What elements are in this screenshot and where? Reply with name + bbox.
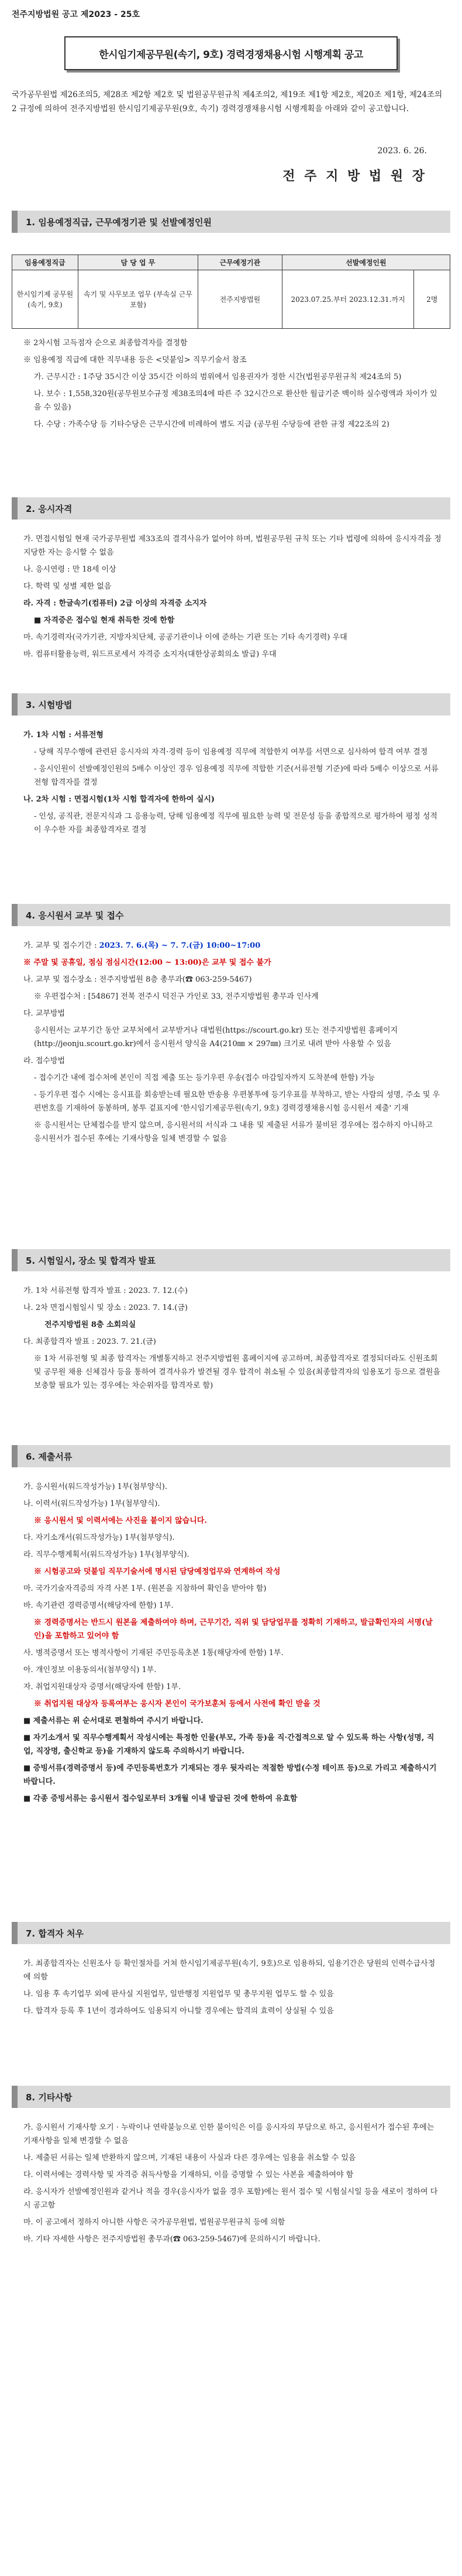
list-item: 전주지방법원 8층 소회의실 [44, 1320, 136, 1329]
section-body-3 [23, 728, 442, 840]
list-item: 라. 직무수행계획서(워드작성가능) 1부(첨부양식). [23, 1550, 189, 1559]
section-body-8 [23, 2121, 442, 2250]
note-line: ※ 임용예정 직급에 대한 직무내용 등은 <덧붙임> 직무기술서 참조 [23, 356, 247, 364]
list-item: 나. 2차 면접시험일시 및 장소 : 2023. 7. 14.(금) [23, 1304, 188, 1312]
section-title: 1. 임용예정직급, 근무예정기관 및 선발예정인원 [26, 216, 212, 228]
list-item: 다. 합격자 등록 후 1년이 경과하여도 임용되지 아니할 경우에는 합격의 효력이 상실될 수 있음 [23, 2007, 334, 2016]
list-item: 바. 기타 자세한 사항은 전주지방법원 총무과(☎ 063-259-5467)에 문의하시기 바랍니다. [23, 2235, 320, 2244]
section-header-schedule [12, 1249, 450, 1271]
list-item: - 응시인원이 선발예정인원의 5배수 이상인 경우 임용예정 직무에 적합한 기준(서류전형 기준)에 따라 5배수 이상으로 서류전형 합격자를 결정 [34, 765, 439, 787]
th-duty: 담 당 업 무 [78, 255, 198, 270]
section-body-1 [23, 336, 442, 435]
section-header-positions [12, 211, 450, 233]
list-item: ※ 응시원서는 단체접수를 받지 않으며, 응시원서의 서식과 그 내용 및 제출된 서류가 불비된 경우에는 접수하지 아니하고 응시원서가 접수된 후에는 기재사항을 일체 변경할 수 없음 [34, 1121, 433, 1143]
list-item: 가. 1차 시험 : 서류전형 [23, 731, 104, 740]
list-item: 라. 자격 : 한글속기(컴퓨터) 2급 이상의 자격증 소지자 [23, 599, 207, 608]
signer: 전 주 지 방 법 원 장 [282, 168, 427, 184]
list-item: 가. 근무시간 : 1주당 35시간 이상 35시간 이하의 범위에서 임용권자가 정한 시간(법원공무원규칙 제24조의 5) [34, 373, 402, 381]
list-item: 라. 응시자가 선발예정인원과 같거나 적을 경우(응시자가 없을 경우 포함)에는 원서 접수 및 시험실시일 등을 새로이 정하여 다시 공고함 [23, 2188, 438, 2210]
notice-date: 2023. 6. 26. [377, 146, 427, 156]
list-item: ※ 우편접수처 : [54867] 전북 전주시 덕진구 가인로 33, 전주지방법원 총무과 인사계 [34, 992, 319, 1001]
list-item: ※ 취업지원 대상자 등록여부는 응시자 본인이 국가보훈처 등에서 사전에 확인 받을 것 [34, 1700, 320, 1708]
section-body-6 [23, 1480, 442, 1809]
list-item: 다. 교부방법 [23, 1009, 65, 1018]
list-item: ※ 경력증명서는 반드시 원본을 제출하여야 하며, 근무기간, 직위 및 담당업무를 정확히 기재하고, 발급확인자의 서명(날인)을 포함하고 있어야 함 [34, 1618, 433, 1640]
list-item: 다. 최종합격자 발표 : 2023. 7. 21.(금) [23, 1337, 156, 1346]
cell-duty: 속기 및 사무보조 업무 (부속실 근무 포함) [78, 270, 198, 329]
section-title: 2. 응시자격 [26, 503, 73, 514]
section-title: 3. 시험방법 [26, 699, 73, 710]
section-marker [12, 693, 18, 716]
list-item: 나. 2차 시험 : 면접시험(1차 시험 합격자에 한하여 실시) [23, 795, 215, 804]
cell-grade: 한시임기제 공무원 (속기, 9호) [12, 270, 78, 329]
section-title: 5. 시험일시, 장소 및 합격자 발표 [26, 1255, 156, 1266]
list-item: 다. 학력 및 성별 제한 없음 [23, 582, 112, 591]
section-marker [12, 2086, 18, 2108]
section-header-other [12, 2086, 450, 2108]
section-marker [12, 1249, 18, 1271]
list-item: ※ 시험공고와 덧붙임 직무기술서에 명시된 담당예정업무와 연계하여 작성 [34, 1567, 281, 1576]
cell-period: 2023.07.25.부터 2023.12.31.까지 [282, 270, 414, 329]
list-item: 나. 제출된 서류는 일체 반환하지 않으며, 기재된 내용이 사실과 다른 경우에는 임용을 취소할 수 있음 [23, 2154, 356, 2162]
table-row [12, 270, 450, 329]
list-item: - 당해 직무수행에 관련된 응시자의 자격·경력 등이 임용예정 직무에 적합한지 여부를 서면으로 심사하여 합격 여부 결정 [34, 748, 428, 756]
list-item: 바. 컴퓨터활용능력, 워드프로세서 자격증 소지자(대한상공회의소 발급) 우대 [23, 650, 277, 659]
list-item: ■ 자기소개서 및 직무수행계획서 작성시에는 특정한 인물(부모, 가족 등)을 직·간접적으로 알 수 있도록 하는 사항(성명, 직업, 직장명, 출신학교 등)을 기재하지 않도록 주의하시기 바랍니다. [23, 1734, 435, 1756]
list-item: 나. 응시연령 : 만 18세 이상 [23, 565, 116, 574]
list-item: ■ 제출서류는 위 순서대로 편철하여 주시기 바랍니다. [23, 1717, 204, 1725]
positions-table [12, 254, 450, 329]
list-item: 자. 취업지원대상자 증명서(해당자에 한함) 1부. [23, 1683, 181, 1691]
holiday-note: ※ 주말 및 공휴일, 점심 점심시간(12:00 ~ 13:00)은 교부 및 접수 불가 [23, 958, 271, 967]
list-item: 가. 응시원서 기재사항 오기 · 누락이나 연락불능으로 인한 불이익은 이를 응시자의 부담으로 하고, 응시원서가 접수된 후에는 기재사항을 일체 변경할 수 없음 [23, 2123, 435, 2145]
section-header-documents [12, 1445, 450, 1467]
section-header-eligibility [12, 497, 450, 520]
section-body-2 [23, 532, 442, 665]
list-item: 나. 교부 및 접수장소 : 전주지방법원 8층 총무과(☎ 063-259-5467) [23, 975, 252, 984]
cell-count: 2명 [414, 270, 450, 329]
period-value: 2023. 7. 6.(목) ~ 7. 7.(금) 10:00~17:00 [99, 941, 261, 950]
list-item: 가. 1차 서류전형 합격자 발표 : 2023. 7. 12.(수) [23, 1287, 188, 1295]
list-item: 다. 이력서에는 경력사항 및 자격증 취득사항을 기재하되, 이를 증명할 수 있는 사본을 제출하여야 함 [23, 2171, 354, 2179]
section-body-5 [23, 1284, 442, 1396]
notice-number: 전주지방법원 공고 제2023 - 25호 [12, 10, 140, 19]
note-line: ※ 2차시험 고득점자 순으로 최종합격자를 결정함 [23, 339, 188, 348]
section-header-treatment [12, 1922, 450, 1944]
list-item: 나. 보수 : 1,558,320원(공무원보수규정 제38조의4에 따른 주 32시간으로 환산한 월급기준 백이하 실수령액과 차이가 있을 수 있음) [34, 390, 437, 412]
list-item: 다. 수당 : 가족수당 등 기타수당은 근무시간에 비례하여 별도 지급 (공무원 수당등에 관한 규정 제22조의 2) [34, 420, 389, 429]
list-item: - 등기우편 접수 시에는 응시표를 회송받는데 필요한 반송용 우편봉투에 등기우표를 부착하고, 받는 사람의 성명, 주소 및 우편번호를 기재하여 동봉하며, 봉투 겉표지에 '한시임기제공무원(속기, 9호) 경력경쟁채용시험 응시원서 제출' 기재 [34, 1091, 440, 1113]
list-item: 가. 면접시험일 현재 국가공무원법 제33조의 결격사유가 없어야 하며, 법원공무원 규칙 또는 기타 법령에 의하여 응시자격을 정지당한 자는 응시할 수 없음 [23, 535, 442, 557]
list-item: ■ 각종 증빙서류는 응시원서 접수일로부터 3개월 이내 발급된 것에 한하여 유효함 [23, 1794, 298, 1803]
list-item: ■ 자격증은 접수일 현재 취득한 것에 한함 [34, 616, 175, 625]
list-item [23, 939, 442, 952]
list-item: - 인성, 공직관, 전문지식과 그 응용능력, 당해 임용예정 직무에 필요한 능력 및 전문성 등을 종합적으로 평가하여 평정 성적이 우수한 자를 최종합격자로 결정 [34, 812, 437, 834]
section-title: 8. 기타사항 [26, 2092, 73, 2103]
section-marker [12, 1445, 18, 1467]
th-grade: 임용예정직급 [12, 255, 78, 270]
list-item: 가. 응시원서(워드작성가능) 1부(첨부양식). [23, 1483, 168, 1491]
list-item: ※ 1차 서류전형 및 최종 합격자는 개별통지하고 전주지방법원 홈페이지에 공고하며, 최종합격자로 결정되더라도 신원조회 및 공무원 채용 신체검사 등을 통하여 결격사유가 발견될 경우 합격이 취소될 수 있음(최종합격자의 임용포기 등으로 결원을 보충할 필요가 있는 경우에는 차순위자를 합격자로 함) [34, 1354, 440, 1390]
section-body-7 [23, 1957, 442, 2021]
section-marker [12, 211, 18, 233]
list-item: 사. 병적증명서 또는 병적사항이 기재된 주민등록초본 1통(해당자에 한함) 1부. [23, 1649, 284, 1657]
list-item: 라. 접수방법 [23, 1057, 65, 1065]
th-org: 근무예정기관 [198, 255, 282, 270]
section-marker [12, 904, 18, 926]
section-title: 4. 응시원서 교부 및 접수 [26, 910, 124, 921]
section-marker [12, 1922, 18, 1944]
list-item: ■ 증빙서류(경력증명서 등)에 주민등록번호가 기재되는 경우 뒷자리는 적절한 방법(수정 테이프 등)으로 가리고 제출하시기 바랍니다. [23, 1764, 437, 1786]
cell-org: 전주지방법원 [198, 270, 282, 329]
list-item: 마. 이 공고에서 정하지 아니한 사항은 국가공무원법, 법원공무원규칙 등에 의함 [23, 2218, 285, 2227]
list-item: 마. 국가기술자격증의 자격 사본 1부. (원본을 지참하여 확인을 받아야 함) [23, 1584, 267, 1593]
list-item: 다. 자기소개서(워드작성가능) 1부(첨부양식). [23, 1533, 175, 1542]
list-item: 아. 개인정보 이용동의서(첨부양식) 1부. [23, 1666, 157, 1674]
section-title: 6. 제출서류 [26, 1451, 73, 1462]
section-header-application [12, 904, 450, 926]
list-item: 나. 임용 후 속기업무 외에 판사실 지원업무, 일반행정 지원업무 및 총무지원 업무도 할 수 있음 [23, 1990, 334, 1999]
section-body-4 [23, 939, 442, 1149]
list-item: ※ 응시원서 및 이력서에는 사진을 붙이지 않습니다. [34, 1516, 207, 1525]
section-header-exam-method [12, 693, 450, 716]
list-item: 응시원서는 교부기간 동안 교부처에서 교부받거나 대법원(https://scourt.go.kr) 또는 전주지방법원 홈페이지(http://jeonju.scourt.go.kr)에서 응시원서 양식을 A4(210㎜ × 297㎜) 크기로 내려 받아 사용할 수 있음 [34, 1026, 398, 1048]
section-title: 7. 합격자 처우 [26, 1928, 84, 1939]
list-item: 가. 최종합격자는 신원조사 등 확인절차를 거쳐 한시임기제공무원(속기, 9호)으로 임용하되, 임용기간은 당원의 인력수급사정에 의함 [23, 1959, 436, 1982]
section-marker [12, 497, 18, 520]
list-item: 바. 속기관련 경력증명서(해당자에 한함) 1부. [23, 1601, 174, 1610]
th-count: 선발예정인원 [282, 255, 450, 270]
period-label: 가. 교부 및 접수기간 : [23, 941, 97, 950]
list-item: 마. 속기경력자(국가기관, 지방자치단체, 공공기관이나 이에 준하는 기관 또는 기타 속기경력) 우대 [23, 633, 347, 642]
list-item: - 접수기간 내에 접수처에 본인이 직접 제출 또는 등기우편 우송(접수 마감일자까지 도착분에 한함) 가능 [34, 1074, 375, 1082]
page-title: 한시임기제공무원(속기, 9호) 경력경쟁채용시험 시행계획 공고 [64, 36, 398, 70]
list-item: 나. 이력서(워드작성가능) 1부(첨부양식). [23, 1499, 160, 1508]
intro-paragraph: 국가공무원법 제26조의5, 제28조 제2항 제2호 및 법원공무원규칙 제4조의2, 제19조 제1항 제2호, 제20조 제1항, 제24조의2 규정에 의하여 전주지방법원 한시임기제공무원(9호, 속기) 경력경쟁채용시험 시행계획을 아래와 같이 공고합니다. [12, 90, 443, 114]
